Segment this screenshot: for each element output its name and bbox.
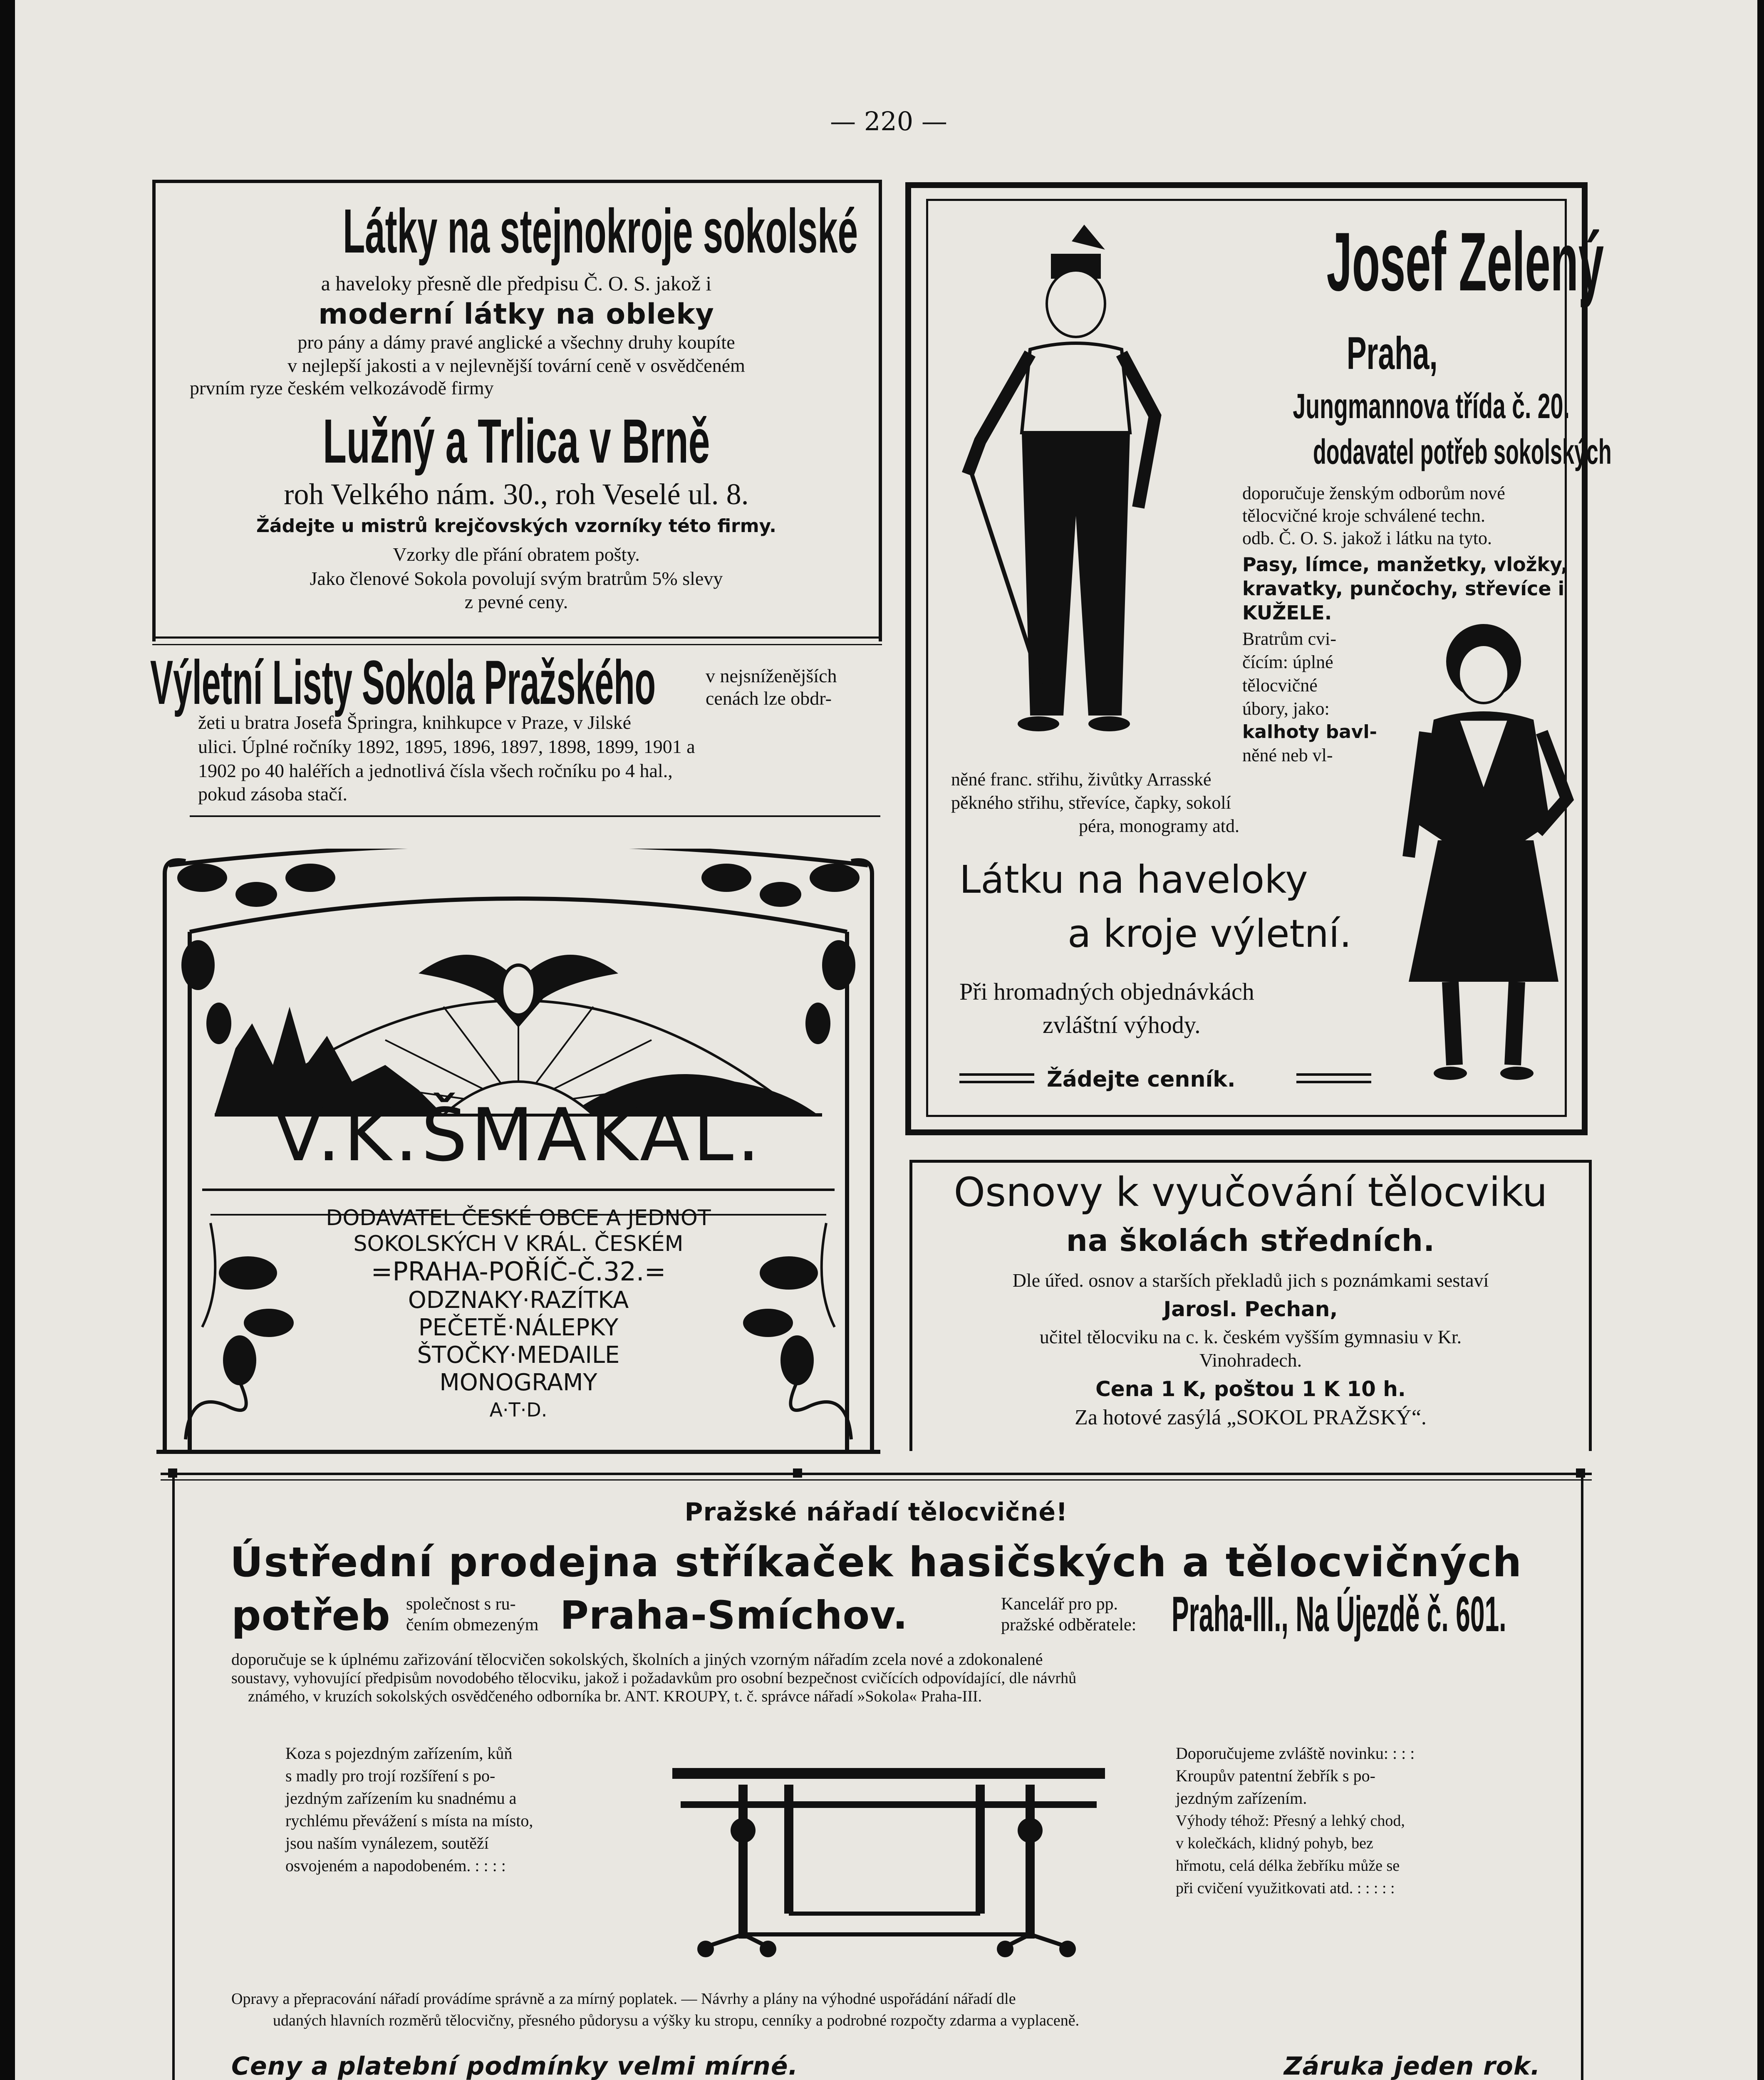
prodejna-right3: jezdným zařízením. (1176, 1789, 1307, 1808)
prodejna-left3: jezdným zařízením ku snadnému a (285, 1789, 517, 1808)
zeleny-col1: Bratrům cvi- (1242, 629, 1337, 649)
prodejna-right6: hřmotu, celá délka žebříku může se (1176, 1857, 1400, 1874)
ad1-line3: pro pány a dámy pravé anglické a všechny druhy koupíte (297, 332, 735, 353)
zeleny-street: Jungmannova třída č. 20. (1293, 386, 1570, 426)
smakal-line6: ŠTOČKY·MEDAILE (417, 1342, 620, 1369)
sokol-man-illustration (947, 225, 1205, 749)
ad1-headline: Látky na stejnokroje sokolské (343, 196, 858, 266)
zeleny-line7: něné franc. střihu, živůtky Arrasské (951, 769, 1212, 790)
prodejna-left6: osvojeném a napodobeném. : : : : (285, 1856, 506, 1875)
prodejna-right4: Výhody téhož: Přesný a lehký chod, (1176, 1812, 1405, 1830)
zeleny-big2: a kroje výletní. (1068, 911, 1352, 956)
zeleny-line11: zvláštní výhody. (1043, 1011, 1201, 1038)
smakal-line7: MONOGRAMY (439, 1369, 597, 1396)
zeleny-col6: něné neb vl- (1242, 745, 1333, 765)
zeleny-line5: kravatky, punčochy, střevíce i (1242, 577, 1565, 600)
zeleny-line4: Pasy, límce, manžetky, vložky, (1242, 553, 1568, 576)
ad1-line2: moderní látky na obleky (318, 298, 714, 331)
ad2-line1: žeti u bratra Josefa Špringra, knihkupce v Praze, v Jilské (198, 712, 632, 733)
zeleny-line6: KUŽELE. (1242, 602, 1332, 624)
osnovy-sub: na školách středních. (1066, 1223, 1435, 1258)
ad2-side1: v nejsníženějších (706, 665, 837, 686)
ad1-line8: Jako členové Sokola povolují svým bratrům 5% slevy (310, 568, 723, 589)
zeleny-col3: tělocvičné (1242, 675, 1318, 696)
ad2-line3: 1902 po 40 haléřích a jednotlivá čísla všech ročníku po 4 hal., (198, 760, 673, 781)
prodejna-potreb: potřeb (231, 1591, 391, 1640)
prodejna-title: Ústřední prodejna stříkaček hasičských a tělocvičných (230, 1539, 1523, 1586)
prodejna-right5: v kolečkách, klidný pohyb, bez (1176, 1835, 1373, 1852)
ad1-line7: Vzorky dle přání obratem pošty. (393, 544, 640, 565)
smakal-line8: A·T·D. (489, 1399, 548, 1421)
zeleny-name: Josef Zelený (1326, 215, 1604, 308)
zeleny-col5: kalhoty bavl- (1242, 721, 1377, 743)
zeleny-big1: Látku na haveloky (959, 857, 1308, 902)
prodejna-top: Pražské nářadí tělocvičné! (684, 1498, 1068, 1527)
osnovy-line3: Vinohradech. (1199, 1350, 1302, 1371)
prodejna-right7: při cvičení využitkovati atd. : : : : : (1176, 1879, 1395, 1897)
ad1-address: roh Velkého nám. 30., roh Veselé ul. 8. (284, 478, 749, 511)
newspaper-page (15, 0, 1757, 2080)
prodejna-address: Praha-III., Na Újezdě č. 601. (1172, 1586, 1506, 1642)
smakal-line5: PEČETĚ·NÁLEPKY (418, 1314, 619, 1341)
prodejna-par3: známého, v kruzích sokolských osvědčeného odborníka br. ANT. KROUPY, t. č. správce nářadí »Sokola« Praha-III. (248, 1688, 982, 1705)
smakal-line2: SOKOLSKÝCH V KRÁL. ČESKÉM (353, 1231, 684, 1256)
prodejna-left4: rychlému převážení s místa na místo, (285, 1811, 533, 1830)
prodejna-foot-right: Záruka jeden rok. (1284, 2052, 1541, 2080)
smakal-line1: DODAVATEL ČESKÉ OBCE A JEDNOT (326, 1206, 711, 1231)
prodejna-kanc2: pražské odběratele: (1001, 1615, 1137, 1634)
zeleny-line1: doporučuje ženským odborům nové (1242, 483, 1505, 503)
zeleny-sub: dodavatel potřeb sokolských (1313, 432, 1612, 471)
zeleny-city: Praha, (1346, 328, 1438, 379)
ad1-line4: v nejlepší jakosti a v nejlevnější tovární ceně v osvědčeném (287, 355, 745, 376)
ad2-line4: pokud zásoba stačí. (198, 783, 347, 805)
osnovy-title: Osnovy k vyučování tělocviku (954, 1169, 1548, 1216)
prodejna-kanc1: Kancelář pro pp. (1001, 1595, 1118, 1614)
ad2-headline: Výletní Listy Sokola Pražského (150, 647, 656, 717)
prodejna-right1: Doporučujeme zvláště novinku: : : : (1176, 1744, 1415, 1763)
ad2-line2: ulici. Úplné ročníky 1892, 1895, 1896, 1897, 1898, 1899, 1901 a (198, 736, 695, 757)
ad1-line1: a haveloky přesně dle předpisu Č. O. S. jakož i (321, 272, 712, 295)
prodejna-bottom2: udaných hlavních rozměrů tělocvičny, přesného půdorysu a výšky ku stropu, cenníky a podrobné rozpočty zdarma a vyplaceně. (273, 2012, 1080, 2029)
osnovy-price: Cena 1 K, poštou 1 K 10 h. (1095, 1377, 1406, 1401)
prodejna-right2: Kroupův patentní žebřík s po- (1176, 1766, 1375, 1785)
prodejna-left5: jsou naším vynálezem, soutěží (285, 1834, 489, 1852)
zeleny-cta: Žádejte cenník. (1047, 1067, 1236, 1092)
zeleny-line10: Při hromadných objednávkách (959, 978, 1254, 1005)
zeleny-line8: pěkného střihu, střevíce, čapky, sokolí (951, 792, 1231, 813)
osnovy-author: Jarosl. Pechan, (1163, 1297, 1338, 1321)
smakal-line4: ODZNAKY·RAZÍTKA (408, 1287, 629, 1314)
osnovy-line4: Za hotové zasýlá „SOKOL PRAŽSKÝ“. (1075, 1406, 1427, 1429)
prodejna-spol1: společnost s ru- (406, 1595, 516, 1614)
prodejna-foot-left: Ceny a platební podmínky velmi mírné. (231, 2052, 798, 2080)
prodejna-spol2: čením obmezeným (406, 1615, 539, 1634)
zeleny-line2: tělocvičné kroje schválené techn. (1242, 505, 1485, 526)
sokol-woman-illustration (1400, 624, 1575, 1090)
ad1-line5: prvním ryze českém velkozávodě firmy (190, 377, 494, 399)
prodejna-left2: s madly pro trojí rozšíření s po- (285, 1766, 496, 1785)
zeleny-col4: úbory, jako: (1242, 698, 1330, 719)
smakal-name: V.K.ŠMAKAL. (273, 1093, 763, 1178)
prodejna-left1: Koza s pojezdným zařízením, kůň (285, 1744, 513, 1763)
smakal-line3: =PRAHA-POŘÍČ-Č.32.= (371, 1256, 666, 1287)
prodejna-city: Praha-Smíchov. (560, 1593, 908, 1638)
prodejna-par1: doporučuje se k úplnému zařizování tělocvičen sokolských, školních a jiných vzorným nářadím zcela nové a zdokonalené (231, 1650, 1043, 1669)
zeleny-col2: čícím: úplné (1242, 652, 1333, 672)
osnovy-line1: Dle úřed. osnov a starších překladů jich s poznámkami sestaví (1012, 1270, 1489, 1291)
osnovy-line2: učitel tělocviku na c. k. českém vyšším gymnasiu v Kr. (1039, 1326, 1462, 1347)
prodejna-par2: soustavy, vyhovující předpisům novodobého tělocviku, jakož i požadavkům pro osobní bezpečnost cvičících odpovídající, dle návrhů (231, 1669, 1077, 1687)
page-number: — 220 — (830, 106, 947, 136)
gymnastics-apparatus-illustration (664, 1739, 1113, 1964)
zeleny-line3: odb. Č. O. S. jakož i látku na tyto. (1242, 528, 1492, 548)
ad2-side2: cenách lze obdr- (706, 688, 832, 709)
ad1-line6: Žádejte u mistrů krejčovských vzorníky této firmy. (256, 515, 776, 537)
prodejna-bottom1: Opravy a přepracování nářadí provádíme správně a za mírný poplatek. — Návrhy a plány na výhodné uspořádání nářadí dle (231, 1990, 1016, 2008)
ad1-firm: Lužný a Trlica v Brně (322, 406, 710, 476)
zeleny-line9: péra, monogramy atd. (1078, 816, 1240, 836)
ad1-line9: z pevné ceny. (464, 591, 568, 612)
